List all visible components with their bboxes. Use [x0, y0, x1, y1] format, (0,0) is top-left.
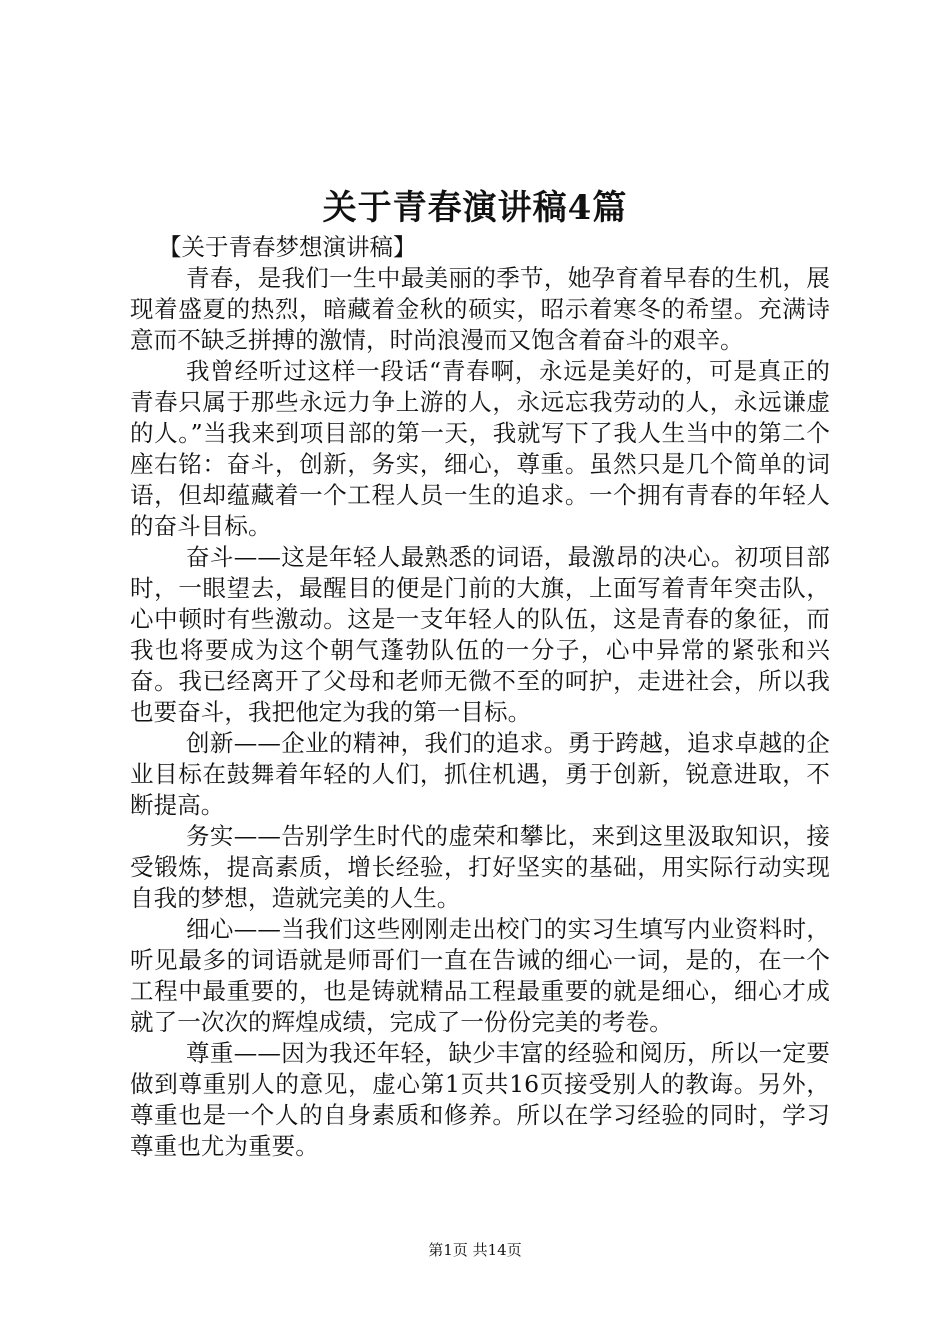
paragraph-struggle: 奋斗——这是年轻人最熟悉的词语，最激昂的决心。初项目部时，一眼望去，最醒目的便是门前的大旗，上面写着青年突击队，心中顿时有些激动。这是一支年轻人的队伍，这是青春的象征，而我也将要成为这个朝气蓬勃队伍的一分子，心中异常的紧张和兴奋。我已经离开了父母和老师无微不至的呵护，走进社会，所以我也要奋斗，我把他定为我的第一目标。 [130, 543, 830, 726]
paragraph-carefulness: 细心——当我们这些刚刚走出校门的实习生填写内业资料时，听见最多的词语就是师哥们一直在告诫的细心一词，是的，在一个工程中最重要的，也是铸就精品工程最重要的就是细心，细心才成就了一次次的辉煌成绩，完成了一份份完美的考卷。 [130, 915, 830, 1036]
document-body [130, 232, 830, 1162]
paragraph-innovation: 创新——企业的精神，我们的追求。勇于跨越，追求卓越的企业目标在鼓舞着年轻的人们，抓住机遇，勇于创新，锐意进取，不断提高。 [130, 729, 830, 819]
document-title: 关于青春演讲稿4篇 [322, 188, 628, 228]
paragraph-respect: 尊重——因为我还年轻，缺少丰富的经验和阅历，所以一定要做到尊重别人的意见，虚心第1页共16页接受别人的教诲。另外，尊重也是一个人的自身素质和修养。所以在学习经验的同时，学习尊重也尤为重要。 [130, 1039, 830, 1160]
paragraph-pragmatism: 务实——告别学生时代的虚荣和攀比，来到这里汲取知识，接受锻炼，提高素质，增长经验，打好坚实的基础，用实际行动实现自我的梦想，造就完美的人生。 [130, 822, 830, 912]
paragraph-motto: 我曾经听过这样一段话“青春啊，永远是美好的，可是真正的青春只属于那些永远力争上游的人，永远忘我劳动的人，永远谦虚的人。”当我来到项目部的第一天，我就写下了我人生当中的第二个座右铭：奋斗，创新，务实，细心，尊重。虽然只是几个简单的词语，但却蕴藏着一个工程人员一生的追求。一个拥有青春的年轻人的奋斗目标。 [130, 357, 830, 540]
page-footer: 第1页 共14页 [428, 1241, 522, 1259]
paragraph-intro: 青春，是我们一生中最美丽的季节，她孕育着早春的生机，展现着盛夏的热烈，暗藏着金秋的硕实，昭示着寒冬的希望。充满诗意而不缺乏拼搏的激情，时尚浪漫而又饱含着奋斗的艰辛。 [130, 264, 830, 354]
section-heading: 【关于青春梦想演讲稿】 [158, 233, 417, 261]
